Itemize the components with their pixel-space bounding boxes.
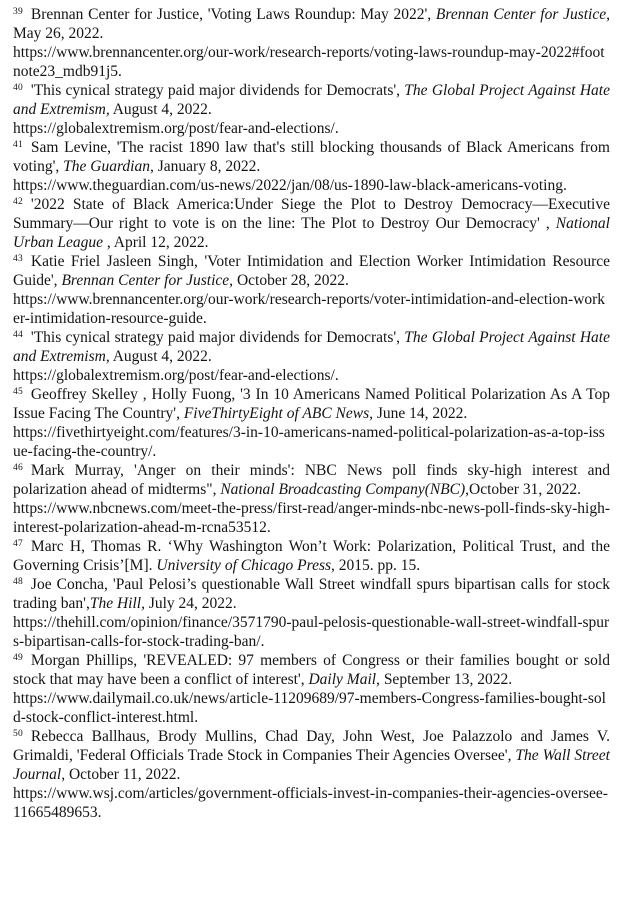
source-title: The Global Project Against Hate and Extremism, [13,329,610,365]
source-title: FiveThirtyEight of ABC News, [183,405,373,422]
footnote [13,328,610,385]
footnote-url: https://fivethirtyeight.com/features/3-in-10-americans-named-political-polarization-as-a-top-issue-facing-the-country/. [13,424,605,460]
citation-text: Morgan Phillips, 'REVEALED: 97 members of Congress or their families bought or sold stock that may have been a conflict of interest', [13,652,610,688]
footnote [13,461,610,537]
footnote-text [13,727,610,784]
footnote-number: 49 [13,653,23,663]
citation-text: , April 12, 2022. [102,234,209,251]
source-title: National Urban League [13,215,610,251]
citation-text: June 14, 2022. [373,405,468,422]
footnote [13,138,610,195]
footnote-text [13,138,610,176]
footnote-number: 40 [13,83,23,93]
footnote-number: 48 [13,577,23,587]
citation-text: Katie Friel Jasleen Singh, 'Voter Intimidation and Election Worker Intimidation Resource Guide', [13,253,610,289]
citation-text: ,October 31, 2022. [465,481,581,498]
footnote-url: https://www.dailymail.co.uk/news/article-11209689/97-members-Congress-families-bought-sold-stock-conflict-interest.html. [13,690,606,726]
footnote-number: 46 [13,463,23,473]
footnote-text [13,651,610,689]
source-title: The Hill, [89,595,145,612]
footnote-url: https://thehill.com/opinion/finance/3571790-paul-pelosis-questionable-wall-street-windfall-spurs-bipartisan-calls-for-stock-trading-ban/. [13,614,610,650]
citation-text: January 8, 2022. [153,158,261,175]
source-title: The Guardian, [63,158,154,175]
footnote [13,651,610,727]
source-title: Brennan Center for Justice, [435,6,610,23]
source-title: Daily Mail, [308,671,380,688]
citation-text: October 28, 2022. [233,272,349,289]
footnote-text [13,81,610,119]
source-title: National Broadcasting Company(NBC) [220,481,466,498]
footnote-text [13,385,610,423]
footnote [13,575,610,651]
citation-text: Brennan Center for Justice, 'Voting Laws Roundup: May 2022', [30,6,436,23]
footnote [13,5,610,81]
citation-text: 'This cynical strategy paid major dividends for Democrats', [30,329,405,346]
footnote [13,727,610,822]
citation-text: Marc H, Thomas R. ‘Why Washington Won’t Work: Polarization, Political Trust, and the Governing Crisis’[M]. [13,538,610,574]
footnote-number: 42 [13,197,23,207]
footnote-text [13,195,610,252]
citation-text: Geoffrey Skelley , Holly Fuong, '3 In 10 Americans Named Political Polarization As A Top Issue Facing The Country', [13,386,610,422]
citation-text: , 2015. pp. 15. [331,557,421,574]
source-title: Brennan Center for Justice, [61,272,234,289]
footnote-number: 45 [13,387,23,397]
footnote-text [13,575,610,613]
footnote-text [13,252,610,290]
footnote-url: https://www.wsj.com/articles/government-officials-invest-in-companies-their-agencies-oversee-11665489653. [13,785,608,821]
citation-text: October 11, 2022. [65,766,181,783]
citation-text: August 4, 2022. [109,101,212,118]
footnote-list [13,5,610,822]
source-title: University of Chicago Press [156,557,332,574]
footnote-url: https://www.brennancenter.org/our-work/research-reports/voting-laws-roundup-may-2022#footnote23_mdb91j5. [13,44,605,80]
citation-text: Joe Concha, 'Paul Pelosi’s questionable Wall Street windfall spurs bipartisan calls for stock trading ban', [13,576,610,612]
citation-text: Rebecca Ballhaus, Brody Mullins, Chad Day, John West, Joe Palazzolo and James V. Grimaldi, 'Federal Officials Trade Stock in Companies Their Agencies Oversee', [13,728,610,764]
citation-text: 'This cynical strategy paid major dividends for Democrats', [30,82,405,99]
footnote-number: 41 [13,140,23,150]
footnote [13,537,610,575]
footnote [13,385,610,461]
footnote-number: 44 [13,330,23,340]
citation-text: Mark Murray, 'Anger on their minds': NBC News poll finds sky-high interest and polarization ahead of midterms", [13,462,610,498]
footnote [13,195,610,252]
footnote [13,81,610,138]
footnote-text [13,461,610,499]
citation-text: August 4, 2022. [109,348,212,365]
citation-text: July 24, 2022. [144,595,237,612]
source-title: The Global Project Against Hate and Extremism, [13,82,610,118]
footnote [13,252,610,328]
footnote-number: 47 [13,539,23,549]
footnote-url: https://globalextremism.org/post/fear-and-elections/. [13,367,339,384]
footnote-url: https://www.brennancenter.org/our-work/research-reports/voter-intimidation-and-election-worker-intimidation-resource-guide. [13,291,606,327]
footnote-url: https://www.theguardian.com/us-news/2022/jan/08/us-1890-law-black-americans-voting. [13,177,567,194]
footnote-number: 43 [13,254,23,264]
footnote-text [13,328,610,366]
footnote-number: 39 [13,7,23,17]
footnote-text [13,5,610,43]
footnote-url: https://globalextremism.org/post/fear-and-elections/. [13,120,339,137]
source-title: The Wall Street Journal, [13,747,610,783]
citation-text: September 13, 2022. [379,671,513,688]
footnote-url: https://www.nbcnews.com/meet-the-press/first-read/anger-minds-nbc-news-poll-finds-sky-high-interest-polarization-ahead-m-rcna53512. [13,500,610,536]
footnote-text [13,537,610,575]
citation-text: '2022 State of Black America:Under Siege the Plot to Destroy Democracy—Executive Summary—Our right to vote is on the line: The Plot to Destroy Our Democracy' , [13,196,610,232]
citation-text: May 26, 2022. [13,25,104,42]
citation-text: Sam Levine, 'The racist 1890 law that's still blocking thousands of Black Americans from voting', [13,139,610,175]
footnote-number: 50 [13,729,23,739]
